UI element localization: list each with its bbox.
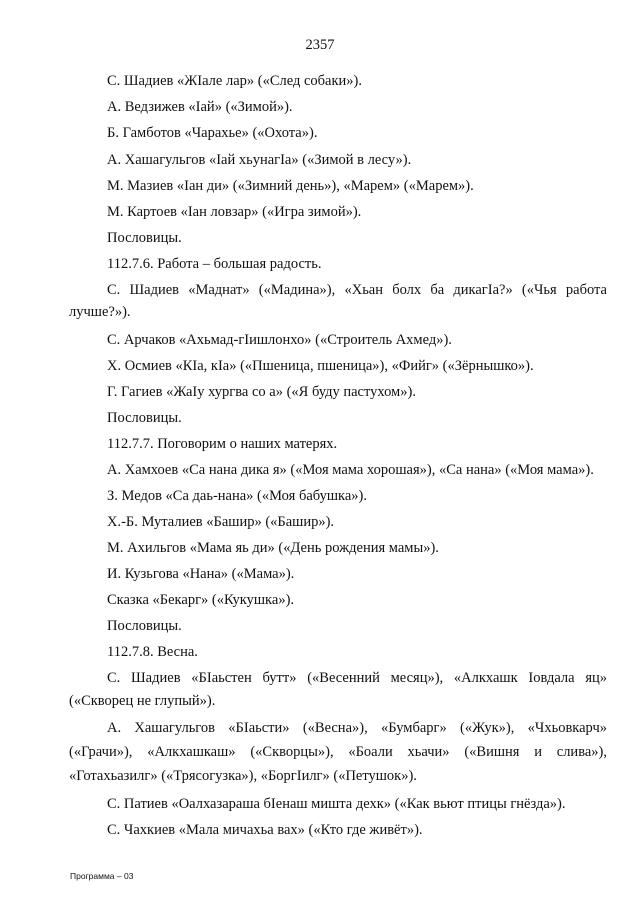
text-line-16: А. Хамхоев «Са нана дика я» («Моя мама хорошая»), «Са нана» («Моя мама»). — [107, 462, 594, 478]
text-line-28: «Готахьазилг» («Трясогузка»), «БоргIилг» («Петушок»). — [69, 768, 417, 784]
page-number: 2357 — [305, 37, 335, 53]
text-line-24: С. Шадиев «БIаьстен бутт» («Весенний месяц»), «Алкхашк Iовдала яц» — [107, 670, 607, 686]
section-heading-112-7-8: 112.7.8. Весна. — [107, 644, 198, 660]
text-line-7: Пословицы. — [107, 230, 182, 246]
text-line-13: Г. Гагиев «ЖаIу хургва со а» («Я буду пастухом»). — [107, 384, 416, 400]
text-line-14: Пословицы. — [107, 410, 182, 426]
text-line-3: Б. Гамботов «Чарахье» («Охота»). — [107, 125, 318, 141]
text-line-12: Х. Осмиев «КIа, кIа» («Пшеница, пшеница»), «Фийг» («Зёрнышко»). — [107, 358, 534, 374]
text-line-27: («Грачи»), «Алкхашкаш» («Скворцы»), «Боали хьачи» («Вишня и слива»), — [69, 744, 607, 760]
text-line-19: М. Ахильгов «Мама яь ди» («День рождения мамы»). — [107, 540, 439, 556]
text-line-18: Х.-Б. Муталиев «Башир» («Башир»). — [107, 514, 335, 530]
footer-label: Программа – 03 — [70, 871, 134, 881]
text-line-20: И. Кузьгова «Нана» («Мама»). — [107, 566, 295, 582]
text-line-2: А. Ведзижев «Iай» («Зимой»). — [107, 99, 293, 115]
text-line-1: С. Шадиев «ЖIале лар» («След собаки»). — [107, 73, 362, 89]
text-line-25: («Скворец не глупый»). — [69, 693, 216, 709]
text-line-22: Пословицы. — [107, 618, 182, 634]
section-heading-112-7-7: 112.7.7. Поговорим о наших матерях. — [107, 436, 338, 452]
text-line-21: Сказка «Бекарг» («Кукушка»). — [107, 592, 295, 608]
text-line-26: А. Хашагульгов «БIаьсти» («Весна»), «Бумбарг» («Жук»), «Чхьовкарч» — [107, 720, 607, 736]
text-line-11: С. Арчаков «Ахьмад-гIишлонхо» («Строитель Ахмед»). — [107, 332, 452, 348]
text-line-9: С. Шадиев «Маднат» («Мадина»), «Хьан болх ба дикагIа?» («Чья работа — [107, 282, 607, 298]
text-line-4: А. Хашагульгов «Iай хьунагIа» («Зимой в лесу»). — [107, 152, 412, 168]
text-line-5: М. Мазиев «Iан ди» («Зимний день»), «Марем» («Марем»). — [107, 178, 474, 194]
text-line-30: С. Чахкиев «Мала мичахьа вах» («Кто где живёт»). — [107, 822, 423, 838]
text-line-17: З. Медов «Са даь-нана» («Моя бабушка»). — [107, 488, 367, 504]
text-line-6: М. Картоев «Iан ловзар» («Игра зимой»). — [107, 204, 362, 220]
text-line-29: С. Патиев «Оалхазараша бIенаш мишта дехк» («Как вьют птицы гнёзда»). — [107, 796, 566, 812]
text-line-10: лучше?»). — [69, 304, 131, 320]
section-heading-112-7-6: 112.7.6. Работа – большая радость. — [107, 256, 322, 272]
